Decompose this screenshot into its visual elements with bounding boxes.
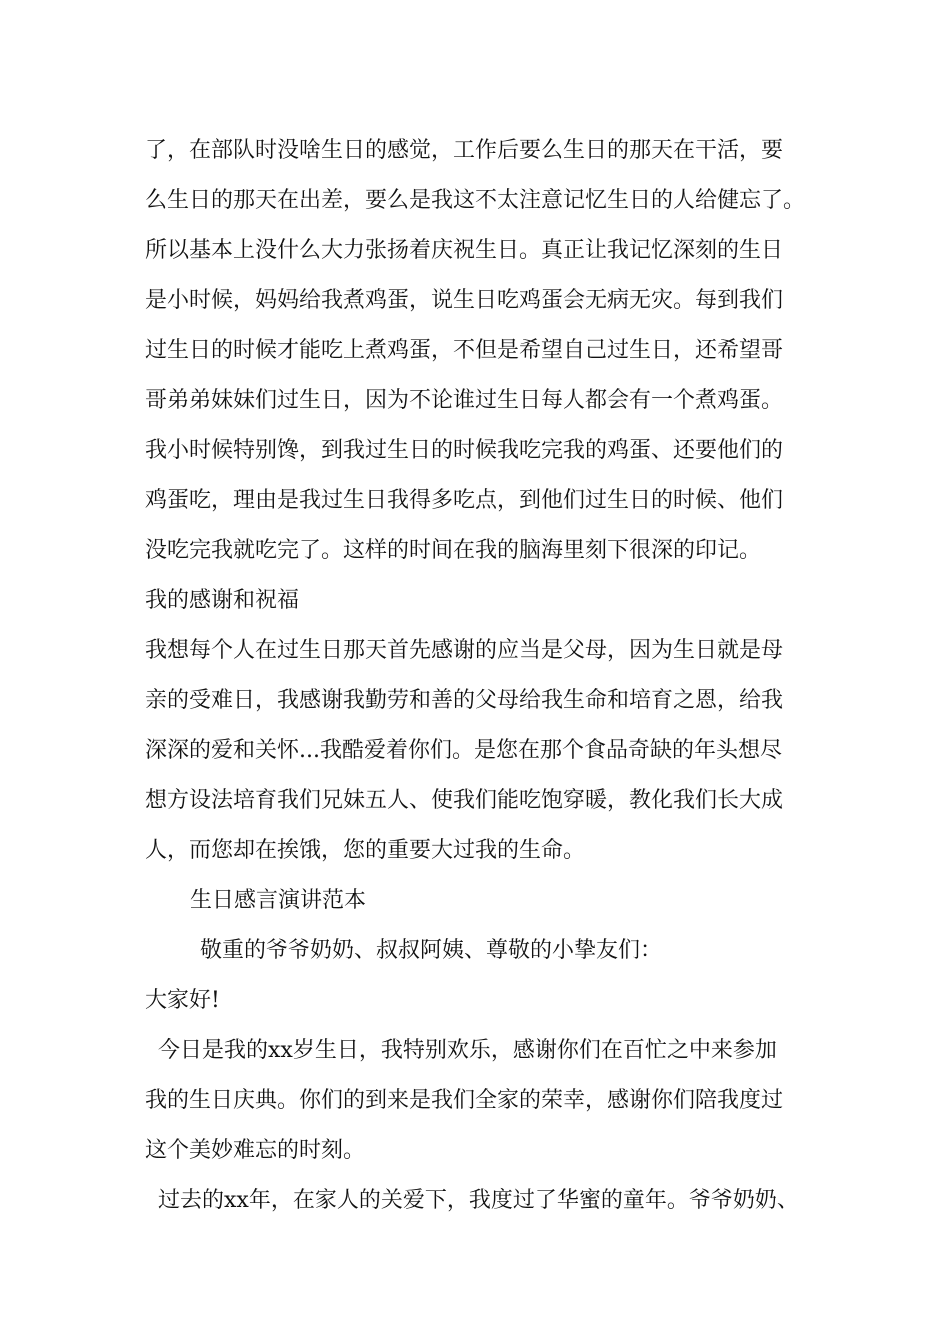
text-line: 过去的xx年，在家人的关爱下，我度过了华蜜的童年。爷爷奶奶、 bbox=[158, 1188, 799, 1213]
text-line: 了，在部队时没啥生日的感觉，工作后要么生日的那天在干活，要 bbox=[145, 138, 784, 163]
text-line: 么生日的那天在出差，要么是我这不太注意记忆生日的人给健忘了。 bbox=[145, 188, 806, 213]
section-heading: 生日感言演讲范本 bbox=[190, 888, 367, 913]
text-line: 人，而您却在挨饿，您的重要大过我的生命。 bbox=[145, 838, 586, 863]
section-heading: 我的感谢和祝福 bbox=[145, 588, 300, 613]
text-line: 我想每个人在过生日那天首先感谢的应当是父母，因为生日就是母 bbox=[145, 638, 784, 663]
salutation: 敬重的爷爷奶奶、叔叔阿姨、尊敬的小挚友们： bbox=[200, 938, 663, 963]
text-line: 我的生日庆典。你们的到来是我们全家的荣幸，感谢你们陪我度过 bbox=[145, 1088, 784, 1113]
text-line: 所以基本上没什么大力张扬着庆祝生日。真正让我记忆深刻的生日 bbox=[145, 238, 784, 263]
text-line: 我小时候特别馋，到我过生日的时候我吃完我的鸡蛋、还要他们的 bbox=[145, 438, 784, 463]
text-line: 哥弟弟妹妹们过生日，因为不论谁过生日每人都会有一个煮鸡蛋。 bbox=[145, 388, 784, 413]
text-line: 深深的爱和关怀...我酷爱着你们。是您在那个食品奇缺的年头想尽 bbox=[145, 738, 782, 763]
text-line: 没吃完我就吃完了。这样的时间在我的脑海里刻下很深的印记。 bbox=[145, 538, 762, 563]
text-line: 是小时候，妈妈给我煮鸡蛋，说生日吃鸡蛋会无病无灾。每到我们 bbox=[145, 288, 784, 313]
greeting: 大家好! bbox=[145, 988, 220, 1013]
text-line: 亲的受难日，我感谢我勤劳和善的父母给我生命和培育之恩，给我 bbox=[145, 688, 784, 713]
text-line: 今日是我的xx岁生日，我特别欢乐，感谢你们在百忙之中来参加 bbox=[158, 1038, 777, 1063]
text-line: 过生日的时候才能吃上煮鸡蛋，不但是希望自己过生日，还希望哥 bbox=[145, 338, 784, 363]
text-line: 鸡蛋吃，理由是我过生日我得多吃点，到他们过生日的时候、他们 bbox=[145, 488, 784, 513]
text-line: 这个美妙难忘的时刻。 bbox=[145, 1138, 366, 1163]
text-line: 想方设法培育我们兄妹五人、使我们能吃饱穿暖，教化我们长大成 bbox=[145, 788, 784, 813]
